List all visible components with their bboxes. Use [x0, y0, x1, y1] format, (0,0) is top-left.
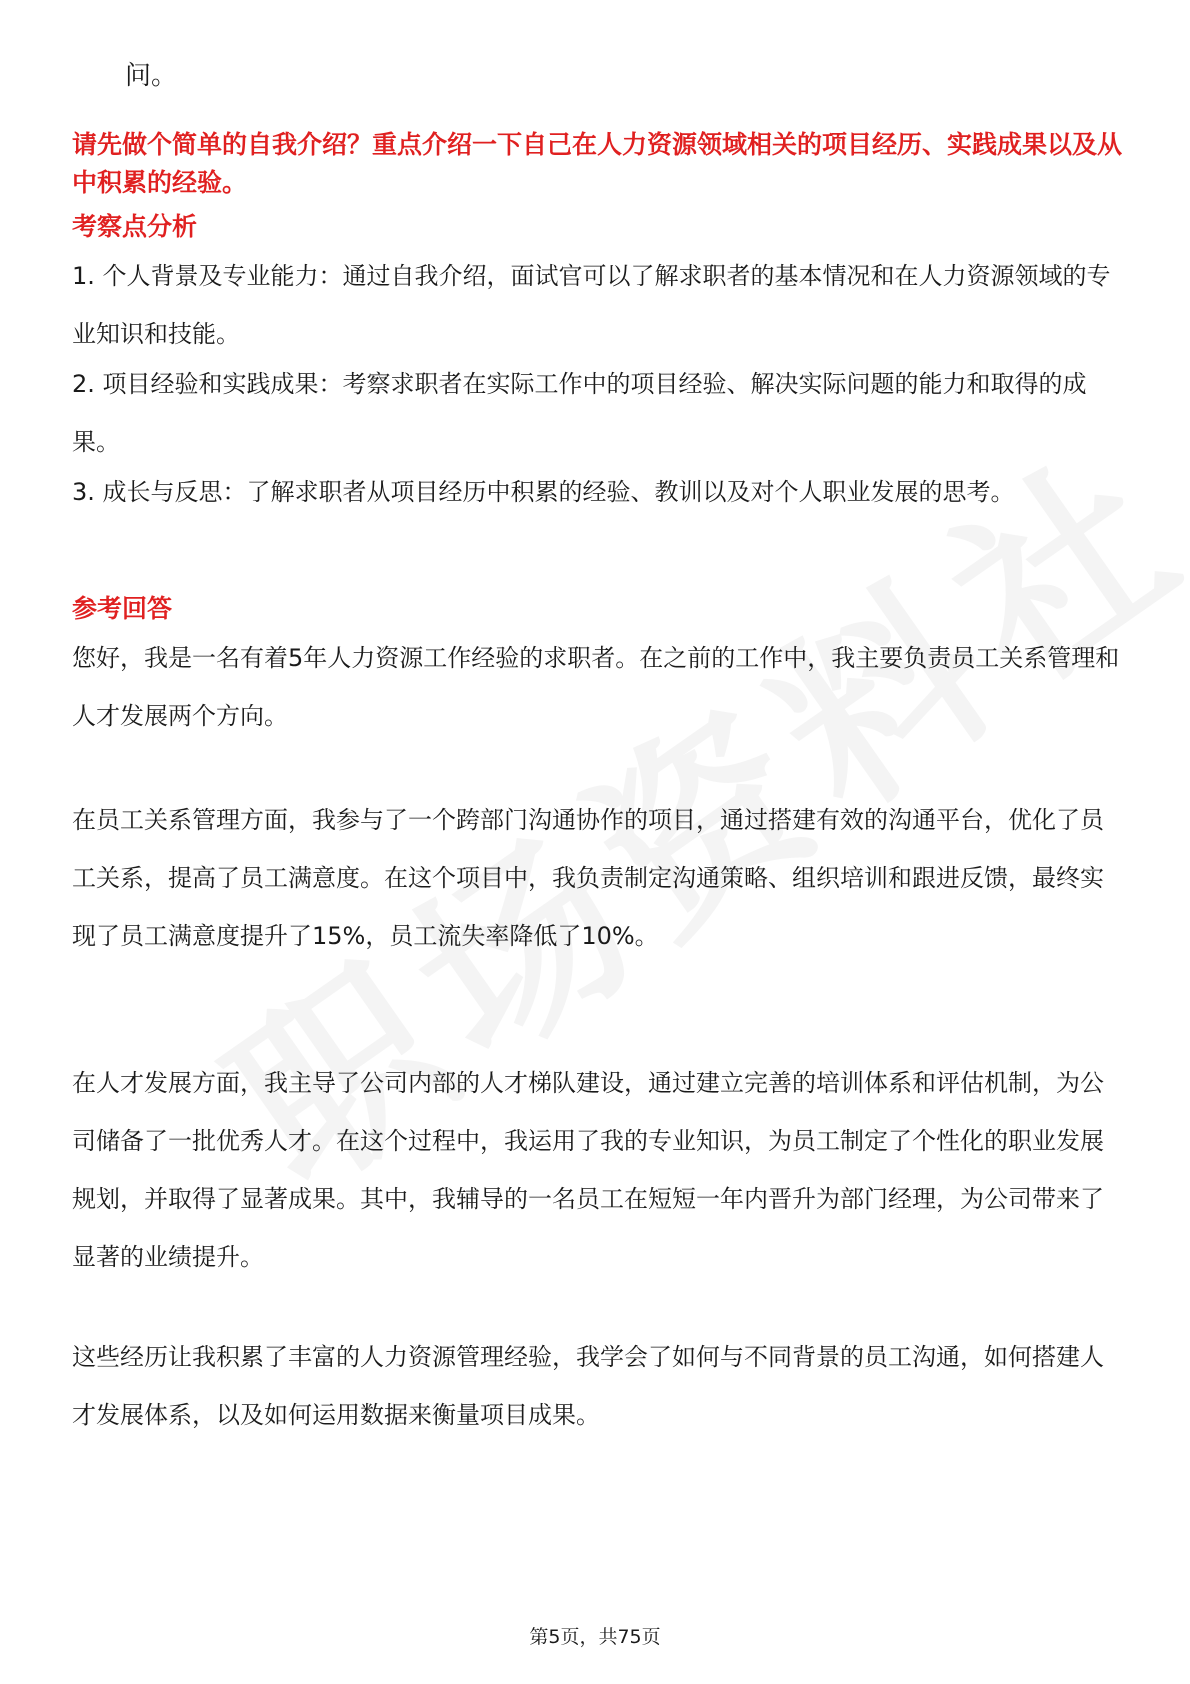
- page-number: 第5页，共75页: [529, 1626, 661, 1648]
- answer-heading: 参考回答: [72, 594, 173, 623]
- question-heading: 请先做个简单的自我介绍？重点介绍一下自己在人力资源领域相关的项目经历、实践成果以及从中积累的经验。: [72, 130, 1123, 197]
- answer-paragraph: 在员工关系管理方面，我参与了一个跨部门沟通协作的项目，通过搭建有效的沟通平台，优化了员工关系，提高了员工满意度。在这个项目中，我负责制定沟通策略、组织培训和跟进反馈，最终实现了员工满意度提升了15%，员工流失率降低了10%。: [72, 806, 1104, 950]
- continuation-text: 问。: [125, 61, 178, 91]
- analysis-point: 1. 个人背景及专业能力：通过自我介绍，面试官可以了解求职者的基本情况和在人力资源领域的专业知识和技能。: [72, 262, 1111, 348]
- analysis-point: 2. 项目经验和实践成果：考察求职者在实际工作中的项目经验、解决实际问题的能力和取得的成果。: [72, 370, 1087, 456]
- analysis-heading: 考察点分析: [72, 212, 198, 241]
- answer-paragraph: 在人才发展方面，我主导了公司内部的人才梯队建设，通过建立完善的培训体系和评估机制，为公司储备了一批优秀人才。在这个过程中，我运用了我的专业知识，为员工制定了个性化的职业发展规划，并取得了显著成果。其中，我辅导的一名员工在短短一年内晋升为部门经理，为公司带来了显著的业绩提升。: [72, 1069, 1104, 1271]
- answer-paragraph: 您好，我是一名有着5年人力资源工作经验的求职者。在之前的工作中，我主要负责员工关系管理和人才发展两个方向。: [72, 644, 1120, 730]
- answer-paragraph: 这些经历让我积累了丰富的人力资源管理经验，我学会了如何与不同背景的员工沟通，如何搭建人才发展体系，以及如何运用数据来衡量项目成果。: [72, 1343, 1104, 1429]
- analysis-point: 3. 成长与反思：了解求职者从项目经历中积累的经验、教训以及对个人职业发展的思考。: [72, 478, 1015, 506]
